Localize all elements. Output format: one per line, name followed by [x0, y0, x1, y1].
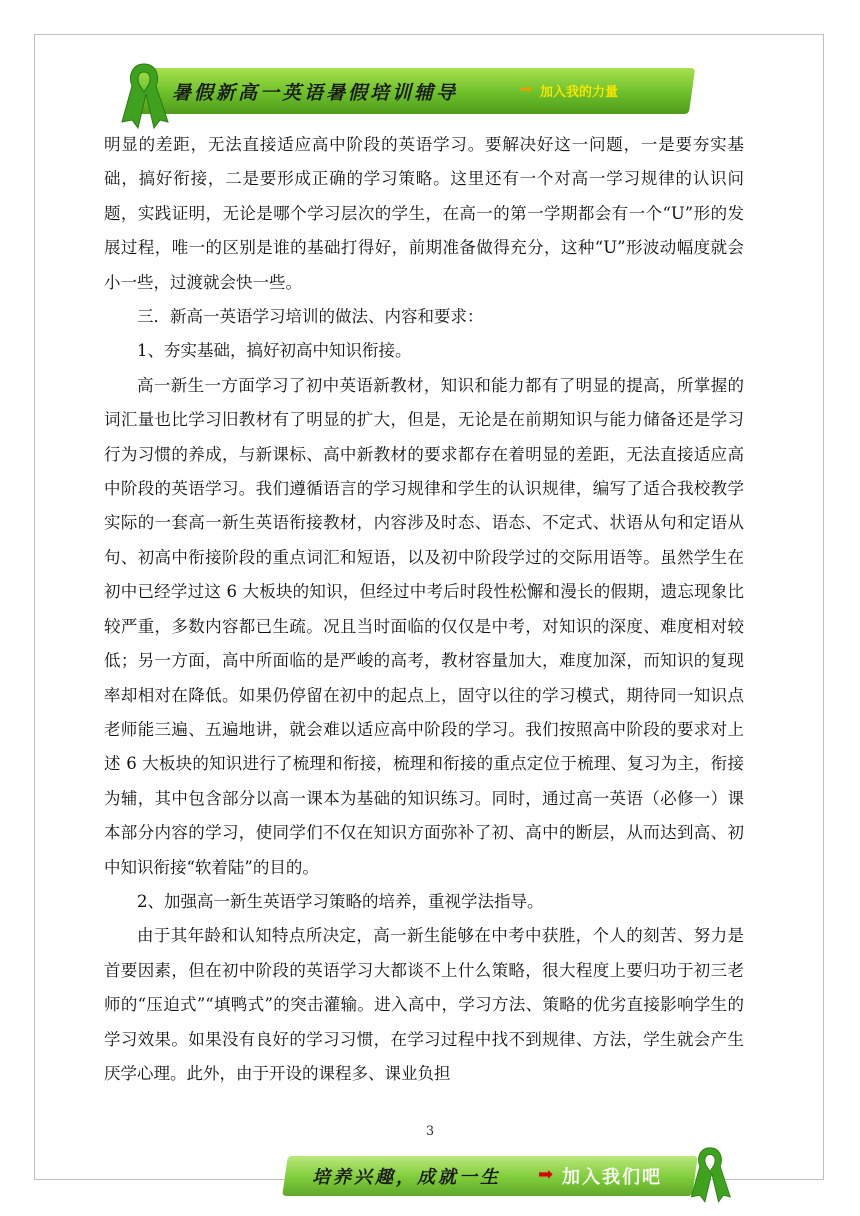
section-heading: 三．新高一英语学习培训的做法、内容和要求：: [137, 307, 484, 327]
paragraph: 由于其年龄和认知特点所决定，高一新生能够在中考中获胜，个人的刻苦、努力是首要因素，但在初中阶段的英语学习大都谈不上什么策略，很大程度上要归功于初三老师的“压迫式”“填鸭式”的突击灌输。进入高中，学习方法、策略的优劣直接影响学生的学习效果。如果没有良好的学习习惯，在学习过程中找不到规律、方法，学生就会产生厌学心理。此外，由于开设的课程多、课业负担: [104, 926, 744, 1083]
header-subtitle: 加入我的力量: [540, 85, 619, 100]
footer-subtitle: 加入我们吧: [562, 1167, 662, 1188]
awareness-ribbon-icon: [688, 1142, 732, 1206]
header-arrow-icon: ➡: [520, 80, 533, 98]
header-title: 暑假新高一英语暑假培训辅导: [172, 82, 459, 104]
awareness-ribbon-icon: [118, 60, 170, 130]
paragraph: 高一新生一方面学习了初中英语新教材，知识和能力都有了明显的提高，所掌握的词汇量也比学习旧教材有了明显的扩大，但是，无论是在前期知识与能力储备还是学习行为习惯的养成，与新课标、高中新教材的要求都存在着明显的差距，无法直接适应高中阶段的英语学习。我们遵循语言的学习规律和学生的认识规律，编写了适合我校教学实际的一套高一新生英语衔接教材，内容涉及时态、语态、不定式、状语从句和定语从句、初高中衔接阶段的重点词汇和短语，以及初中阶段学过的交际用语等。虽然学生在初中已经学过这 6 大板块的知识，但经过中考后时段性松懈和漫长的假期，遗忘现象比较严重，多数内容都已生疏。况且当时面临的仅仅是中考，对知识的深度、难度相对较低；另一方面，高中所面临的是严峻的高考，教材容量加大，难度加深，而知识的复现率却相对在降低。如果仍停留在初中的起点上，固守以往的学习模式，期待同一知识点老师能三遍、五遍地讲，就会难以适应高中阶段的学习。我们按照高中阶段的要求对上述 6 大板块的知识进行了梳理和衔接，梳理和衔接的重点定位于梳理、复习为主，衔接为辅，其中包含部分以高一课本为基础的知识练习。同时，通过高一英语（必修一）课本部分内容的学习，使同学们不仅在知识方面弥补了初、高中的断层，从而达到高、初中知识衔接“软着陆”的目的。: [104, 375, 744, 877]
subsection-heading: 1、夯实基础，搞好初高中知识衔接。: [137, 341, 412, 361]
footer-slogan: 培养兴趣，成就一生: [312, 1167, 501, 1188]
footer-arrow-icon: ➡: [538, 1164, 554, 1185]
paragraph: 明显的差距，无法直接适应高中阶段的英语学习。要解决好这一问题，一是要夯实基础，搞好衔接，二是要形成正确的学习策略。这里还有一个对高一学习规律的认识问题，实践证明，无论是哪个学习层次的学生，在高一的第一学期都会有一个“U”形的发展过程，唯一的区别是谁的基础打得好，前期准备做得充分，这种“U”形波动幅度就会小一些，过渡就会快一些。: [104, 135, 744, 292]
subsection-heading: 2、加强高一新生英语学习策略的培养，重视学法指导。: [137, 891, 544, 911]
page-number: 3: [425, 1124, 435, 1139]
document-body: [104, 128, 744, 1091]
